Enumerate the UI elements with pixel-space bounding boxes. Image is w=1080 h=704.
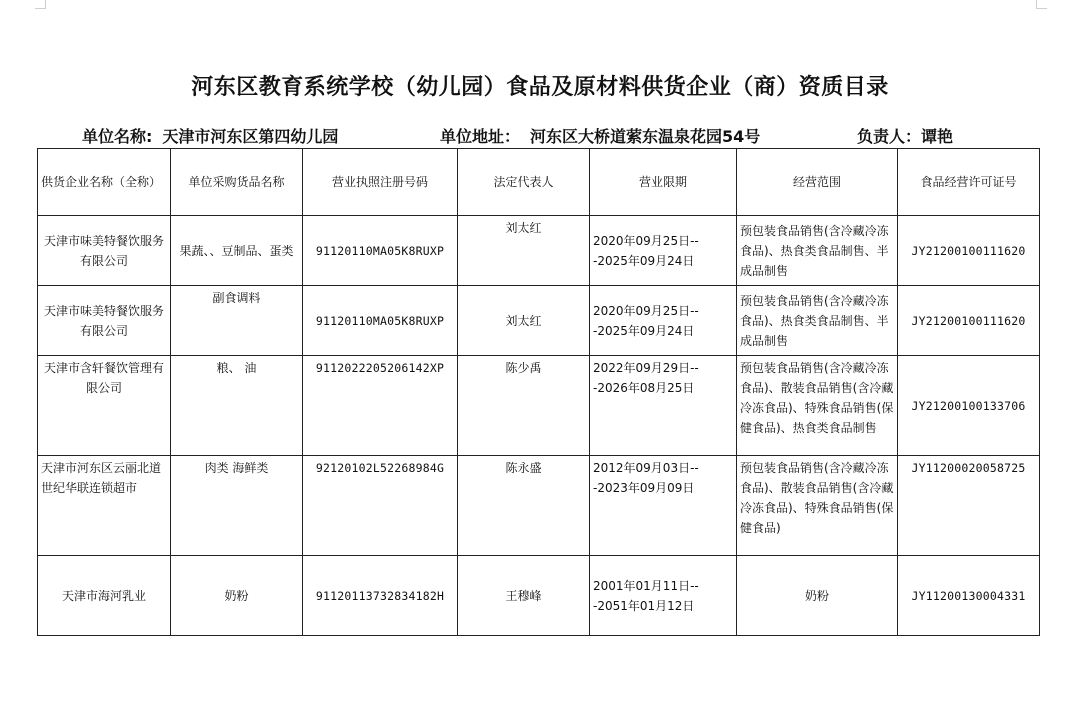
leader-field: [857, 124, 953, 146]
cell-scope: 预包装食品销售(含冷藏冷冻食品)、热食类食品制售、半成品制售: [737, 286, 898, 356]
unit-address-field: [440, 124, 760, 146]
cell-representative: 刘太红: [458, 216, 590, 286]
col-header-representative: 法定代表人: [458, 149, 590, 216]
cell-license: 91120113732834182H: [303, 556, 458, 636]
cell-license: 91120110MA05K8RUXP: [303, 286, 458, 356]
cell-company: 天津市含轩餐饮管理有限公司: [38, 356, 171, 456]
cell-scope: 预包装食品销售(含冷藏冷冻食品)、散装食品销售(含冷藏冷冻食品)、特殊食品销售(保健食品)、热食类食品制售: [737, 356, 898, 456]
cell-company: 天津市海河乳业: [38, 556, 171, 636]
unit-name-field: [82, 124, 338, 146]
cell-license: 92120102L52268984G: [303, 456, 458, 556]
cell-permit: JY21200100111620: [898, 286, 1040, 356]
col-header-permit: 食品经营许可证号: [898, 149, 1040, 216]
unit-name-label: 单位名称:: [82, 127, 153, 146]
table-row: [38, 216, 1040, 286]
cell-license: 91120110MA05K8RUXP: [303, 216, 458, 286]
cell-period: 2012年09月03日---2023年09月09日: [590, 456, 737, 556]
col-header-goods: 单位采购货品名称: [171, 149, 303, 216]
unit-address-label: 单位地址：: [440, 127, 521, 146]
table-row: [38, 356, 1040, 456]
cell-representative: 王穆峰: [458, 556, 590, 636]
col-header-period: 营业限期: [590, 149, 737, 216]
col-header-company: 供货企业名称（全称）: [38, 149, 171, 216]
cell-period: 2020年09月25日---2025年09月24日: [590, 286, 737, 356]
col-header-scope: 经营范围: [737, 149, 898, 216]
cell-goods: 肉类 海鲜类: [171, 456, 303, 556]
leader-label: 负责人：: [857, 127, 922, 146]
cell-permit: JY21200100111620: [898, 216, 1040, 286]
supplier-table: [37, 148, 1040, 636]
cell-company: 天津市味美特餐饮服务有限公司: [38, 216, 171, 286]
cell-goods: 奶粉: [171, 556, 303, 636]
cell-company: 天津市味美特餐饮服务有限公司: [38, 286, 171, 356]
table-header-row: [38, 149, 1040, 216]
cell-representative: 陈永盛: [458, 456, 590, 556]
cell-permit: JY21200100133706: [898, 356, 1040, 456]
table-row: [38, 286, 1040, 356]
leader-value: 谭艳: [921, 127, 954, 146]
table-row: [38, 556, 1040, 636]
cell-permit: JY11200020058725: [898, 456, 1040, 556]
document-title: 河东区教育系统学校（幼儿园）食品及原材料供货企业（商）资质目录: [191, 75, 889, 100]
unit-name-value: 天津市河东区第四幼儿园: [162, 127, 339, 146]
table-row: [38, 456, 1040, 556]
cell-goods: 粮、 油: [171, 356, 303, 456]
cell-scope: 预包装食品销售(含冷藏冷冻食品)、热食类食品制售、半成品制售: [737, 216, 898, 286]
cell-period: 2020年09月25日---2025年09月24日: [590, 216, 737, 286]
unit-address-value: 河东区大桥道萦东温泉花园54号: [530, 127, 761, 146]
cell-license: 9112022205206142XP: [303, 356, 458, 456]
cell-representative: 陈少禹: [458, 356, 590, 456]
cell-scope: 奶粉: [737, 556, 898, 636]
crop-mark-right: [1036, 0, 1047, 9]
cell-goods: 果蔬、、豆制品、蛋类: [171, 216, 303, 286]
col-header-license: 营业执照注册号码: [303, 149, 458, 216]
crop-mark-left: [35, 0, 46, 9]
cell-permit: JY11200130004331: [898, 556, 1040, 636]
cell-goods: 副食调料: [171, 286, 303, 356]
cell-company: 天津市河东区云丽北道世纪华联连锁超市: [38, 456, 171, 556]
cell-period: 2022年09月29日---2026年08月25日: [590, 356, 737, 456]
cell-scope: 预包装食品销售(含冷藏冷冻食品)、散装食品销售(含冷藏冷冻食品)、特殊食品销售(保健食品): [737, 456, 898, 556]
cell-representative: 刘太红: [458, 286, 590, 356]
cell-period: 2001年01月11日---2051年01月12日: [590, 556, 737, 636]
